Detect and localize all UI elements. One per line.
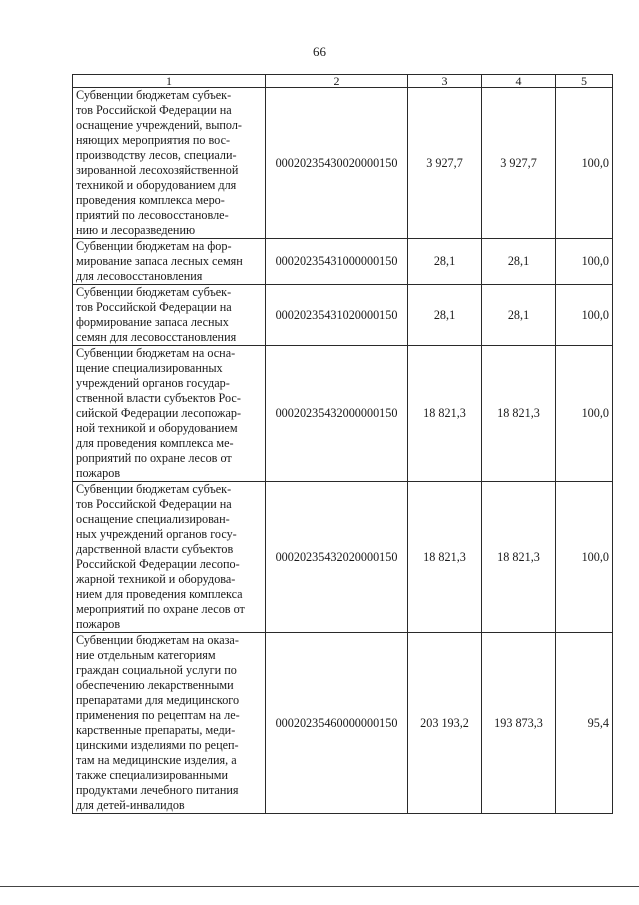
- row-description: [73, 346, 266, 482]
- row-value-3: 28,1: [408, 285, 482, 346]
- description-line: нию и лесоразведению: [76, 223, 196, 237]
- row-value-5: 100,0: [556, 346, 613, 482]
- row-value-4: 28,1: [482, 239, 556, 285]
- page-bottom-rule: [0, 886, 639, 887]
- row-code: 00020235460000000150: [266, 633, 408, 814]
- row-value-3: 18 821,3: [408, 482, 482, 633]
- description-line: Субвенции бюджетам на фор-: [76, 239, 232, 253]
- description-line: для детей-инвалидов: [76, 798, 185, 812]
- description-line: Субвенции бюджетам субъек-: [76, 482, 232, 496]
- description-line: семян для лесовосстановления: [76, 330, 237, 344]
- description-line: пожаров: [76, 466, 121, 480]
- description-line: мероприятий по охране лесов от: [76, 602, 245, 616]
- description-line: обеспечению лекарственными: [76, 678, 234, 692]
- description-line: препаратами для медицинского: [76, 693, 240, 707]
- row-value-4: 3 927,7: [482, 88, 556, 239]
- description-line: зированной лесохозяйственной: [76, 163, 239, 177]
- column-header-1: 1: [73, 75, 266, 88]
- description-line: ной техникой и оборудованием: [76, 421, 238, 435]
- description-line: для лесовосстановления: [76, 269, 203, 283]
- description-line: нием для проведения комплекса: [76, 587, 243, 601]
- description-line: тов Российской Федерации на: [76, 103, 232, 117]
- description-line: сийской Федерации лесопожар-: [76, 406, 242, 420]
- row-description: [73, 633, 266, 814]
- page-number: 66: [313, 44, 326, 59]
- row-value-4: 18 821,3: [482, 346, 556, 482]
- description-line: для проведения комплекса ме-: [76, 436, 234, 450]
- row-value-5: 100,0: [556, 482, 613, 633]
- row-value-3: 3 927,7: [408, 88, 482, 239]
- row-code: 00020235431000000150: [266, 239, 408, 285]
- table-body: [73, 88, 613, 814]
- row-code: 00020235432000000150: [266, 346, 408, 482]
- description-line: ных учреждений органов госу-: [76, 527, 237, 541]
- row-value-5: 100,0: [556, 285, 613, 346]
- table-row: [73, 285, 613, 346]
- description-line: продуктами лечебного питания: [76, 783, 239, 797]
- description-line: производству лесов, специали-: [76, 148, 237, 162]
- description-line: техникой и оборудованием для: [76, 178, 237, 192]
- row-value-5: 100,0: [556, 88, 613, 239]
- column-header-4: 4: [482, 75, 556, 88]
- column-header-5: 5: [556, 75, 613, 88]
- description-line: Субвенции бюджетам субъек-: [76, 88, 232, 102]
- description-line: мирование запаса лесных семян: [76, 254, 243, 268]
- description-line: тов Российской Федерации на: [76, 497, 232, 511]
- table-row: [73, 346, 613, 482]
- description-line: Российской Федерации лесопо-: [76, 557, 240, 571]
- description-line: Субвенции бюджетам на оказа-: [76, 633, 239, 647]
- row-code: 00020235430020000150: [266, 88, 408, 239]
- row-description: [73, 239, 266, 285]
- column-header-2: 2: [266, 75, 408, 88]
- row-description: [73, 285, 266, 346]
- header-row: [73, 75, 613, 88]
- description-line: оснащение специализирован-: [76, 512, 230, 526]
- description-line: проведения комплекса меро-: [76, 193, 225, 207]
- row-value-3: 203 193,2: [408, 633, 482, 814]
- row-description: [73, 482, 266, 633]
- description-line: карственные препараты, меди-: [76, 723, 236, 737]
- row-code: 00020235432020000150: [266, 482, 408, 633]
- description-line: ственной власти субъектов Рос-: [76, 391, 241, 405]
- row-value-4: 193 873,3: [482, 633, 556, 814]
- description-line: Субвенции бюджетам на осна-: [76, 346, 236, 360]
- description-line: приятий по лесовосстановле-: [76, 208, 229, 222]
- description-line: цинскими изделиями по рецеп-: [76, 738, 239, 752]
- row-value-3: 28,1: [408, 239, 482, 285]
- budget-table: [72, 74, 613, 814]
- description-line: также специализированными: [76, 768, 229, 782]
- table-row: [73, 482, 613, 633]
- description-line: няющих мероприятия по вос-: [76, 133, 231, 147]
- table-row: [73, 239, 613, 285]
- description-line: дарственной власти субъектов: [76, 542, 234, 556]
- column-header-3: 3: [408, 75, 482, 88]
- row-value-4: 28,1: [482, 285, 556, 346]
- row-value-4: 18 821,3: [482, 482, 556, 633]
- description-line: граждан социальной услуги по: [76, 663, 237, 677]
- table-header: [73, 75, 613, 88]
- row-value-5: 100,0: [556, 239, 613, 285]
- description-line: роприятий по охране лесов от: [76, 451, 232, 465]
- table-row: [73, 633, 613, 814]
- row-value-5: 95,4: [556, 633, 613, 814]
- description-line: щение специализированных: [76, 361, 223, 375]
- description-line: жарной техникой и оборудова-: [76, 572, 236, 586]
- description-line: применения по рецептам на ле-: [76, 708, 240, 722]
- description-line: формирование запаса лесных: [76, 315, 229, 329]
- description-line: там на медицинские изделия, а: [76, 753, 237, 767]
- description-line: тов Российской Федерации на: [76, 300, 232, 314]
- row-value-3: 18 821,3: [408, 346, 482, 482]
- table-row: [73, 88, 613, 239]
- description-line: оснащение учреждений, выпол-: [76, 118, 242, 132]
- description-line: ние отдельным категориям: [76, 648, 216, 662]
- row-code: 00020235431020000150: [266, 285, 408, 346]
- description-line: пожаров: [76, 617, 121, 631]
- row-description: [73, 88, 266, 239]
- description-line: Субвенции бюджетам субъек-: [76, 285, 232, 299]
- description-line: учреждений органов государ-: [76, 376, 230, 390]
